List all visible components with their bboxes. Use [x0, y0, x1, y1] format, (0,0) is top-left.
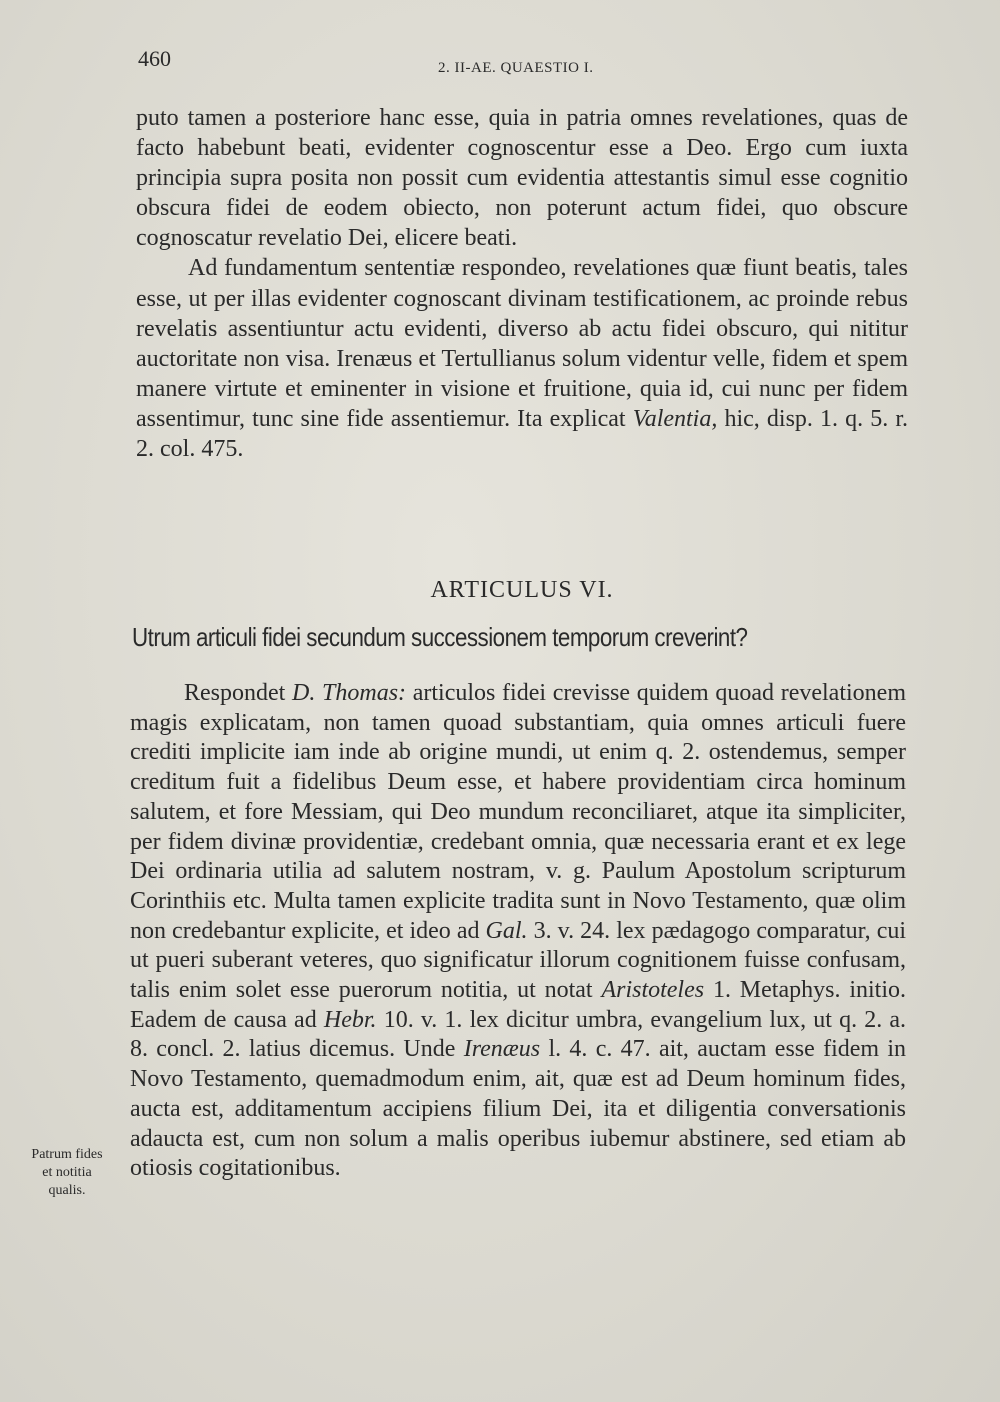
margin-note-line-3: qualis. [48, 1183, 86, 1198]
author-thomas: D. Thomas: [292, 680, 407, 706]
citation-hebr: Hebr. [323, 1006, 377, 1033]
text-run: articulos fidei crevisse quidem quoad revelationem magis explicatam, non tamen quoad substantiam, quia omnes articuli fuere crediti implicite iam inde ab origine mundi, ut enim q. 2. ostendemus, semper creditum fuit a fidelibus Deum esse, et habere providentiam circa hominum salutem, et fore Messiam, qui Deo mundum reconciliaret, atque ita simpliciter, per fidem divinæ providentiæ, credebant omnia, quæ necessaria erant et ex lege Dei ordinaria utilia ad salutem nostram, v. g. Paulum Apostolum scripturum Corinthiis etc. Multa tamen explicite tradita sunt in Novo Testamento, quæ olim non credebantur explicite, et ideo ad [130, 680, 906, 944]
paragraph-2 [136, 253, 908, 464]
running-head: 2. II-AE. QUAESTIO I. [438, 60, 594, 76]
article-question: Utrum articuli fidei secundum successionem temporum creverint? [132, 622, 748, 652]
text-run: l. 4. c. 47. ait, auctam esse fidem in Novo Testamento, quemadmodum enim, ait, quæ est ad Deum hominum fides, aucta est, additamentum accipiens filium Dei, ita et diligentia conversationis adaucta est, cum non solum a malis operibus iubemur abstinere, sed etiam ab otiosis cogitationibus. [130, 1036, 907, 1182]
body-text-section-1 [136, 103, 908, 464]
author-valentia: Valentia, [632, 405, 718, 432]
text-run: Respondet [184, 680, 286, 706]
paragraph-2-reference: hic, disp. 1. q. 5. r. 2. col. 475. [136, 405, 909, 463]
paragraph-3 [130, 679, 906, 1184]
page-header [0, 46, 1000, 86]
text-run: 1. Metaphys. initio. Eadem de causa ad [130, 977, 906, 1033]
margin-note-line-1: Patrum fides [31, 1147, 103, 1162]
margin-note [14, 1146, 120, 1200]
text-run: 10. v. 1. lex dicitur umbra, evangelium lux, ut q. 2. a. 8. concl. 2. latius dicemus. Unde [130, 1006, 907, 1063]
margin-note-line-2: et notitia [42, 1165, 92, 1180]
author-irenaeus: Irenæus [463, 1036, 541, 1063]
body-text-section-2 [130, 679, 906, 1184]
article-heading: ARTICULUS VI. [430, 577, 614, 603]
citation-gal: Gal. [485, 917, 528, 944]
text-run: 3. v. 24. lex pædagogo comparatur, cui ut pueri suberant veteres, quo significatur illorum cognitionem fuisse confusam, talis enim solet esse puerorum notitia, ut notat [130, 917, 907, 1004]
paragraph-1: puto tamen a posteriore hanc esse, quia in patria omnes revelationes, quas de facto habebunt beati, evidenter cognoscentur esse a Deo. Ergo cum iuxta principia supra posita non possit cum evidentia attestantis simul esse cognitio obscura fidei de eodem obiecto, non poterunt actum fidei, quo obscure cognoscatur revelatio Dei, elicere beati. [136, 105, 908, 252]
page-number: 460 [138, 46, 171, 71]
author-aristoteles: Aristoteles [601, 977, 705, 1004]
paragraph-2-text: Ad fundamentum sententiæ respondeo, revelationes quæ fiunt beatis, tales esse, ut per illas evidenter cognoscant divinam testificationem, ac proinde rebus revelatis assentiuntur actu evidenti, diverso ab actu fidei obscuro, qui nititur auctoritate non visa. Irenæus et Tertullianus solum videntur velle, fidem et spem manere virtute et eminenter in visione et fruitione, quia id, cui nunc per fidem assentimur, tunc sine fide assentiemur. Ita explicat [136, 255, 908, 432]
